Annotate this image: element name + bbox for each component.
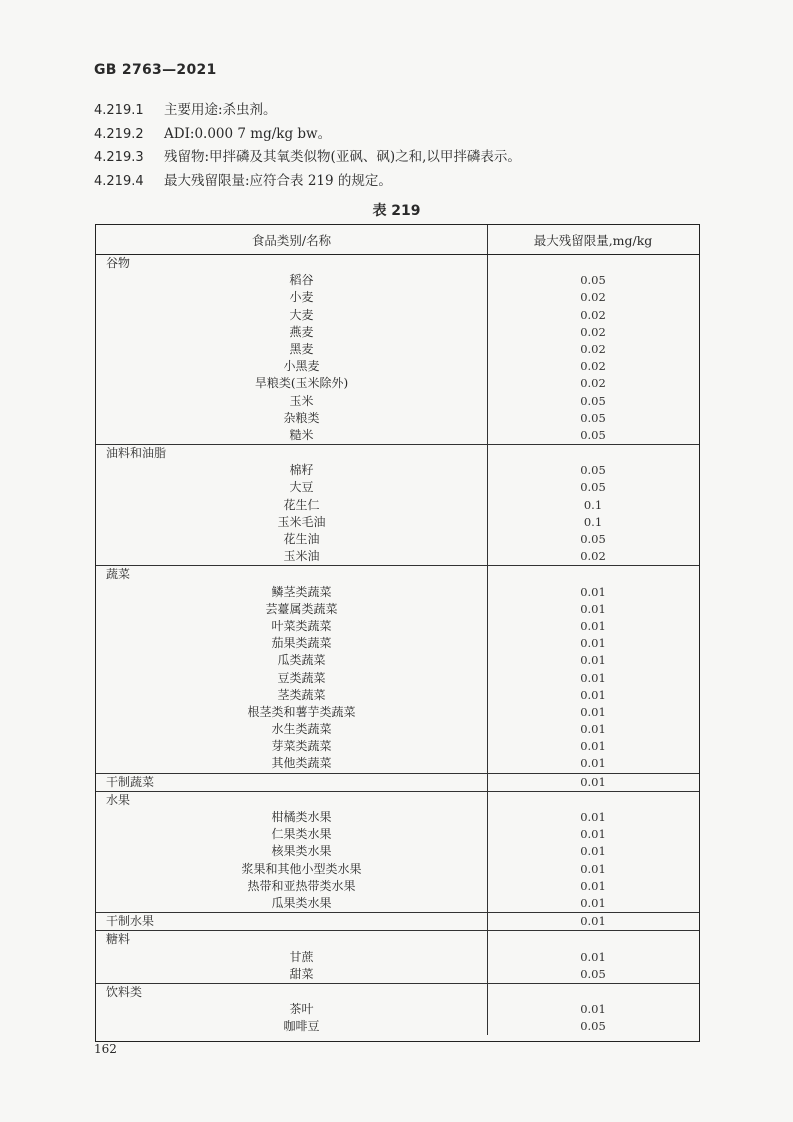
food-cell	[96, 895, 488, 912]
limit-value: 0.05	[580, 1019, 606, 1034]
category-group	[96, 566, 699, 773]
category-row	[96, 913, 699, 930]
food-cell	[96, 704, 488, 721]
food-name: 茎类蔬菜	[277, 687, 326, 702]
limit-value	[488, 566, 698, 583]
table-row	[96, 289, 699, 306]
table-row	[96, 843, 699, 860]
table-row	[96, 324, 699, 341]
category-label: 水果	[106, 792, 131, 807]
limit-value: 0.05	[580, 463, 606, 478]
limit-value: 0.1	[583, 514, 603, 529]
food-cell	[96, 272, 488, 289]
category-cell	[96, 566, 488, 583]
limit-value	[488, 255, 698, 272]
table-row	[96, 895, 699, 912]
food-cell	[96, 1001, 488, 1018]
category-group	[96, 445, 699, 566]
category-group	[96, 931, 699, 984]
page-number: 162	[94, 1042, 117, 1056]
food-name: 棉籽	[289, 463, 314, 478]
food-name: 根茎类和薯芋类蔬菜	[247, 704, 356, 719]
clause-number: 4.219.1	[94, 103, 144, 118]
food-name: 芸薹属类蔬菜	[265, 601, 338, 616]
food-name: 芽菜类蔬菜	[271, 739, 332, 754]
category-cell	[96, 792, 488, 809]
food-name: 热带和亚热带类水果	[247, 878, 356, 893]
clause-text: ADI:0.000 7 mg/kg bw。	[164, 125, 332, 142]
category-label: 糖料	[106, 932, 131, 947]
category-cell	[96, 913, 488, 930]
table-row	[96, 601, 699, 618]
limit-value: 0.02	[580, 549, 606, 564]
category-group	[96, 792, 699, 913]
category-row	[96, 984, 699, 1001]
food-name: 瓜类蔬菜	[277, 653, 326, 668]
food-name: 咖啡豆	[283, 1019, 320, 1034]
category-row	[96, 792, 699, 809]
limit-value: 0.02	[580, 359, 606, 374]
category-label: 干制蔬菜	[106, 774, 155, 789]
limit-value: 0.01	[580, 756, 606, 771]
food-name: 甜菜	[289, 966, 314, 981]
food-name: 甘蔗	[289, 949, 314, 964]
residue-limit-table	[95, 224, 700, 1042]
limit-value: 0.01	[580, 878, 606, 893]
limit-value: 0.05	[580, 273, 606, 288]
limit-value: 0.01	[580, 704, 606, 719]
category-cell	[96, 445, 488, 462]
food-cell	[96, 531, 488, 548]
limit-value: 0.1	[583, 497, 603, 512]
table-row	[96, 721, 699, 738]
limit-value: 0.02	[580, 307, 606, 322]
category-cell	[96, 931, 488, 948]
food-name: 浆果和其他小型类水果	[241, 861, 362, 876]
food-name: 玉米	[289, 393, 314, 408]
food-cell	[96, 307, 488, 324]
clause-text: 主要用途:杀虫剂。	[164, 102, 277, 118]
clause-number: 4.219.3	[94, 150, 144, 165]
limit-value: 0.01	[580, 949, 606, 964]
food-name: 稻谷	[289, 273, 314, 288]
food-name: 糙米	[289, 427, 314, 442]
clause-list	[94, 99, 521, 193]
limit-value: 0.01	[580, 774, 606, 789]
food-name: 瓜果类水果	[271, 895, 332, 910]
food-cell	[96, 738, 488, 755]
table-row	[96, 966, 699, 983]
food-cell	[96, 826, 488, 843]
food-name: 大豆	[289, 480, 314, 495]
food-cell	[96, 687, 488, 704]
food-cell	[96, 721, 488, 738]
food-name: 旱粮类(玉米除外)	[254, 376, 349, 391]
table-row	[96, 861, 699, 878]
limit-value: 0.01	[580, 914, 606, 929]
limit-value: 0.02	[580, 341, 606, 356]
food-cell	[96, 601, 488, 618]
food-name: 柑橘类水果	[271, 810, 332, 824]
table-row	[96, 307, 699, 324]
category-label: 干制水果	[106, 914, 155, 929]
category-label: 饮料类	[106, 984, 143, 999]
table-row	[96, 410, 699, 427]
food-cell	[96, 427, 488, 444]
food-cell	[96, 462, 488, 479]
food-cell	[96, 393, 488, 410]
food-name: 鳞茎类蔬菜	[271, 584, 332, 599]
table-row	[96, 618, 699, 635]
table-row	[96, 584, 699, 601]
food-name: 叶菜类蔬菜	[271, 618, 332, 633]
limit-value: 0.05	[580, 532, 606, 546]
table-row	[96, 652, 699, 669]
food-name: 茶叶	[289, 1002, 314, 1017]
food-cell	[96, 410, 488, 427]
table-row	[96, 514, 699, 531]
table-row	[96, 809, 699, 826]
header-max-residue-limit: 最大残留限量,mg/kg	[533, 232, 653, 248]
table-row	[96, 670, 699, 687]
table-row	[96, 548, 699, 565]
category-cell	[96, 774, 488, 791]
food-name: 核果类水果	[271, 844, 332, 859]
table-row	[96, 738, 699, 755]
food-cell	[96, 358, 488, 375]
table-row	[96, 272, 699, 289]
food-cell	[96, 497, 488, 514]
food-cell	[96, 514, 488, 531]
food-cell	[96, 341, 488, 358]
limit-value: 0.01	[580, 618, 606, 633]
food-cell	[96, 548, 488, 565]
clause-4-219-3	[94, 146, 521, 170]
limit-value: 0.05	[580, 480, 606, 495]
limit-value	[488, 792, 698, 809]
category-label: 油料和油脂	[106, 446, 167, 461]
limit-value	[488, 984, 698, 1001]
table-row	[96, 393, 699, 410]
limit-value: 0.01	[580, 687, 606, 702]
category-row	[96, 931, 699, 948]
limit-value: 0.02	[580, 376, 606, 391]
food-cell	[96, 479, 488, 496]
table-row	[96, 1001, 699, 1018]
clause-text: 最大残留限量:应符合表 219 的规定。	[164, 172, 392, 189]
table-header-row	[96, 225, 699, 255]
table-row	[96, 704, 699, 721]
limit-value: 0.05	[580, 427, 606, 442]
limit-value: 0.01	[580, 670, 606, 685]
limit-value: 0.01	[580, 601, 606, 616]
food-name: 茄果类蔬菜	[271, 636, 332, 651]
clause-number: 4.219.2	[94, 126, 144, 142]
limit-value: 0.01	[580, 1002, 606, 1017]
food-cell	[96, 324, 488, 341]
table-row	[96, 878, 699, 895]
category-cell	[96, 984, 488, 1001]
food-cell	[96, 755, 488, 772]
category-group	[96, 984, 699, 1036]
food-cell	[96, 878, 488, 895]
limit-value: 0.01	[580, 584, 606, 599]
food-cell	[96, 861, 488, 878]
table-row	[96, 358, 699, 375]
food-cell	[96, 635, 488, 652]
table-title: 表 219	[372, 203, 421, 219]
table-row	[96, 462, 699, 479]
limit-value: 0.01	[580, 827, 606, 842]
clause-text: 残留物:甲拌磷及其氧类似物(亚砜、砜)之和,以甲拌磷表示。	[164, 149, 521, 165]
food-cell	[96, 843, 488, 860]
category-row	[96, 774, 699, 791]
limit-value: 0.01	[580, 810, 606, 824]
food-cell	[96, 652, 488, 669]
limit-value: 0.01	[580, 722, 606, 737]
category-group	[96, 255, 699, 445]
table-row	[96, 635, 699, 652]
food-name: 花生仁	[283, 497, 320, 512]
limit-value: 0.05	[580, 393, 606, 408]
table-row	[96, 755, 699, 772]
food-name: 水生类蔬菜	[271, 722, 332, 737]
limit-value	[488, 931, 698, 948]
table-row	[96, 479, 699, 496]
limit-value	[488, 445, 698, 462]
food-name: 玉米油	[283, 549, 320, 564]
category-group	[96, 913, 699, 931]
food-name: 杂粮类	[283, 410, 320, 425]
table-row	[96, 341, 699, 358]
category-row	[96, 255, 699, 272]
limit-value: 0.02	[580, 290, 606, 305]
limit-value: 0.01	[580, 844, 606, 859]
food-name: 花生油	[283, 532, 320, 546]
table-row	[96, 1018, 699, 1035]
clause-4-219-4	[94, 170, 521, 194]
food-cell	[96, 375, 488, 392]
clause-number: 4.219.4	[94, 173, 144, 189]
category-row	[96, 566, 699, 583]
table-row	[96, 826, 699, 843]
clause-4-219-1	[94, 99, 521, 123]
category-label: 蔬菜	[106, 567, 131, 582]
limit-value: 0.01	[580, 739, 606, 754]
category-group	[96, 774, 699, 792]
food-name: 黑麦	[289, 341, 314, 356]
limit-value: 0.05	[580, 410, 606, 425]
limit-value: 0.02	[580, 324, 606, 339]
limit-value: 0.01	[580, 895, 606, 910]
food-name: 其他类蔬菜	[271, 756, 332, 771]
food-cell	[96, 618, 488, 635]
table-row	[96, 375, 699, 392]
food-cell	[96, 949, 488, 966]
food-name: 豆类蔬菜	[277, 670, 326, 685]
limit-value: 0.01	[580, 653, 606, 668]
food-name: 玉米毛油	[277, 514, 326, 529]
table-body	[96, 255, 699, 1035]
table-row	[96, 949, 699, 966]
header-food-category: 食品类别/名称	[96, 225, 488, 254]
food-cell	[96, 670, 488, 687]
clause-4-219-2	[94, 123, 521, 147]
food-cell	[96, 966, 488, 983]
food-name: 小麦	[289, 290, 314, 305]
category-label: 谷物	[106, 256, 131, 270]
table-row	[96, 687, 699, 704]
limit-value: 0.01	[580, 636, 606, 651]
food-cell	[96, 1018, 488, 1035]
food-name: 小黑麦	[283, 359, 320, 374]
food-name: 大麦	[289, 307, 314, 322]
category-cell	[96, 255, 488, 272]
category-row	[96, 445, 699, 462]
table-row	[96, 497, 699, 514]
limit-value: 0.05	[580, 966, 606, 981]
limit-value: 0.01	[580, 861, 606, 876]
table-row	[96, 531, 699, 548]
food-cell	[96, 584, 488, 601]
table-row	[96, 427, 699, 444]
food-name: 燕麦	[289, 324, 314, 339]
standard-code: GB 2763—2021	[94, 62, 217, 78]
food-name: 仁果类水果	[271, 827, 332, 842]
food-cell	[96, 809, 488, 826]
food-cell	[96, 289, 488, 306]
